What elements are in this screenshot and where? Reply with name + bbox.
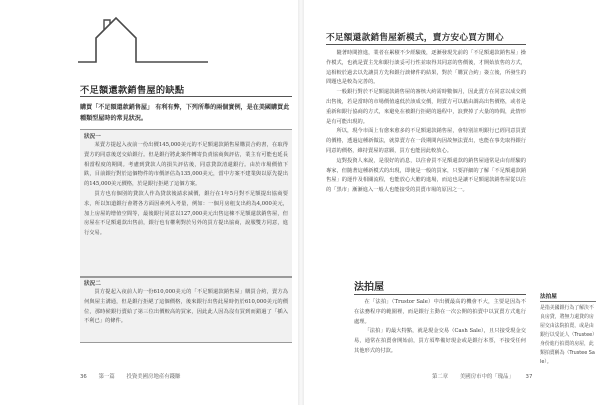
- case2-label: 狀況二: [84, 281, 101, 287]
- case1-paragraph: 某賣方提起入夜前一份出價145,000美元的不足額還款銷售屋購買合約書，在取得賣方的同意後送交給銀行。但是銀行將此案件轉寄負責協商與評估，業主有可能也延長相當程度的期間。考慮到貸款人的損失評估後，同意貸款清還銀行。由於市場價值下跌，目前銀行對於這個物件的市價評估為135,000美元，當中方案不建業與以原先提出的145,000美元價格，於是銀行拒絕了這個方案。: [84, 142, 288, 188]
- right-footer: [432, 372, 542, 380]
- left-page-number: 36: [80, 374, 87, 380]
- left-title-rule: [80, 96, 292, 97]
- right-paragraph: 一般銀行對於不足額還款銷售屋的審核大約需時數個月，因此賣方在同意以成交價出售後，若是當時的市場價值遠低於該成交價，則賣方可以藉由調高出售價格，或者是重新和銀行協商的方式，來避免在被銀行拒絕的過程中，浪費掉了大量的時間，此情形是有可能出現的。: [326, 89, 526, 125]
- law-paragraph: 在「法拍」（Trustor Sale）中出價最高的機會不大，主要是因為不在法務程序的範圍裡，而是銀行主動在一次公開的拍賣中以買賣方式進行處理。: [354, 299, 526, 325]
- book-gutter: [298, 0, 304, 405]
- left-footer: [80, 372, 190, 380]
- side-note-text: 是指美國銀行為了解決不良房貸，將無力還貸的房屋交由法院拍賣，或是由銀行以受託人（Trustee）身份進行拍賣的房屋，此類拍賣稱為（Trustee Sale）。: [540, 305, 595, 365]
- right-body-text: [326, 49, 526, 196]
- law-title-rule: [354, 294, 526, 295]
- house-outline-icon: [78, 10, 208, 72]
- law-body-text: [354, 298, 526, 357]
- right-paragraph: 所以，現今市面上有愈來愈多的不足額還款銷售屋，會特別註明銀行已經同意買賣的價格，透過這種新做法，就算賣方在一段期間內因故無法賣出，也能在事先取得銀行同意的價格，維持賣屋的意願，買方也能因此較放心。: [326, 128, 526, 154]
- left-section-title: 不足額還款銷售屋的缺點: [80, 85, 185, 96]
- right-paragraph: 隨著時間推進，業者在累積不少經驗後，逐漸發現先前的「不足額還款銷售屋」操作模式，也就是賣主先和銀行談妥可行性並取得其同意的售價後，才開始放售的方式，這相較於過去以先讓買方先和銀行談條件的結果，對於「購買合約」簽立後，所發生的問題也是較為完善的。: [326, 50, 526, 86]
- side-note-title: 法拍屋: [540, 294, 557, 300]
- right-page-number: 37: [525, 374, 533, 380]
- case2-text: [84, 288, 288, 327]
- left-footer-chapter: 第一篇: [98, 374, 115, 380]
- case2-paragraph: 買方提起入夜前人的一份610,000美元的「不足額還款銷售屋」購買合約，賣方為何與屋主溝通，但是銀行拒絕了這個價格，後來銀行出售此屋時仍於610,000美元的價位，那時候銀行賣給了第三位出價較高的買家，因此此人因為沒有買到而錯過了「插入不利已」的條件。: [84, 289, 288, 325]
- right-title-rule: [326, 44, 526, 45]
- right-footer-chapter-title: 美國房市中的「瑰品」: [459, 374, 514, 380]
- right-paragraph: 這對投資人來說，是很好的消息，以往會買不足額還款的銷售屋通常是由有經驗的專家，但隨著這種新模式的出現，即使是一般的買家，只要詳細的了解「不足額還款銷售屋」的運作及相關流程，也能放心大膽的進場，而這也是讓不足額還款銷售屋從以往的「黑市」漸漸進入一般人也能接受的買賣市場的原因之一。: [326, 157, 526, 194]
- right-section-title: 不足額還款銷售屋新模式，賣方安心買方開心: [326, 33, 504, 43]
- intro-text: 購買「不足額還款銷售屋」 有利有弊，下列所舉的兩個實例，是在美國購買此種類型屋時的常見狀況。: [80, 104, 290, 122]
- side-note-rule: [540, 301, 596, 302]
- case1-text: [84, 141, 288, 239]
- right-footer-chapter: 第二章: [432, 374, 449, 380]
- law-section-title: 法拍屋: [354, 282, 384, 293]
- case1-label: 狀況一: [84, 134, 101, 140]
- left-footer-chapter-title: 投資美國房地產有錢賺: [126, 374, 181, 380]
- case1-paragraph: 買方也有個別的貸款人作為貸款後請求減價，銀行在1年5月對不足額提出協商要求，所以知道銀行會將各方面因素列入考量，例如：一個月房租支出約為4,000美元，加上房屋的增值空間等，最後銀行同意以127,000美元出售這棟不足額還款銷售屋，但房屋在不足額還款出售前，銀行也有權利對於另外的買方提出協商，說服雙方同意，進行交易。: [84, 190, 288, 237]
- law-paragraph: 「法拍」的最大特點，就是現金交易（Cash Sale），且只接受現金交易，通常在拍賣會開始前，買方須準備好現金或是銀行本票，不接受任何其他形式的付款。: [354, 328, 526, 354]
